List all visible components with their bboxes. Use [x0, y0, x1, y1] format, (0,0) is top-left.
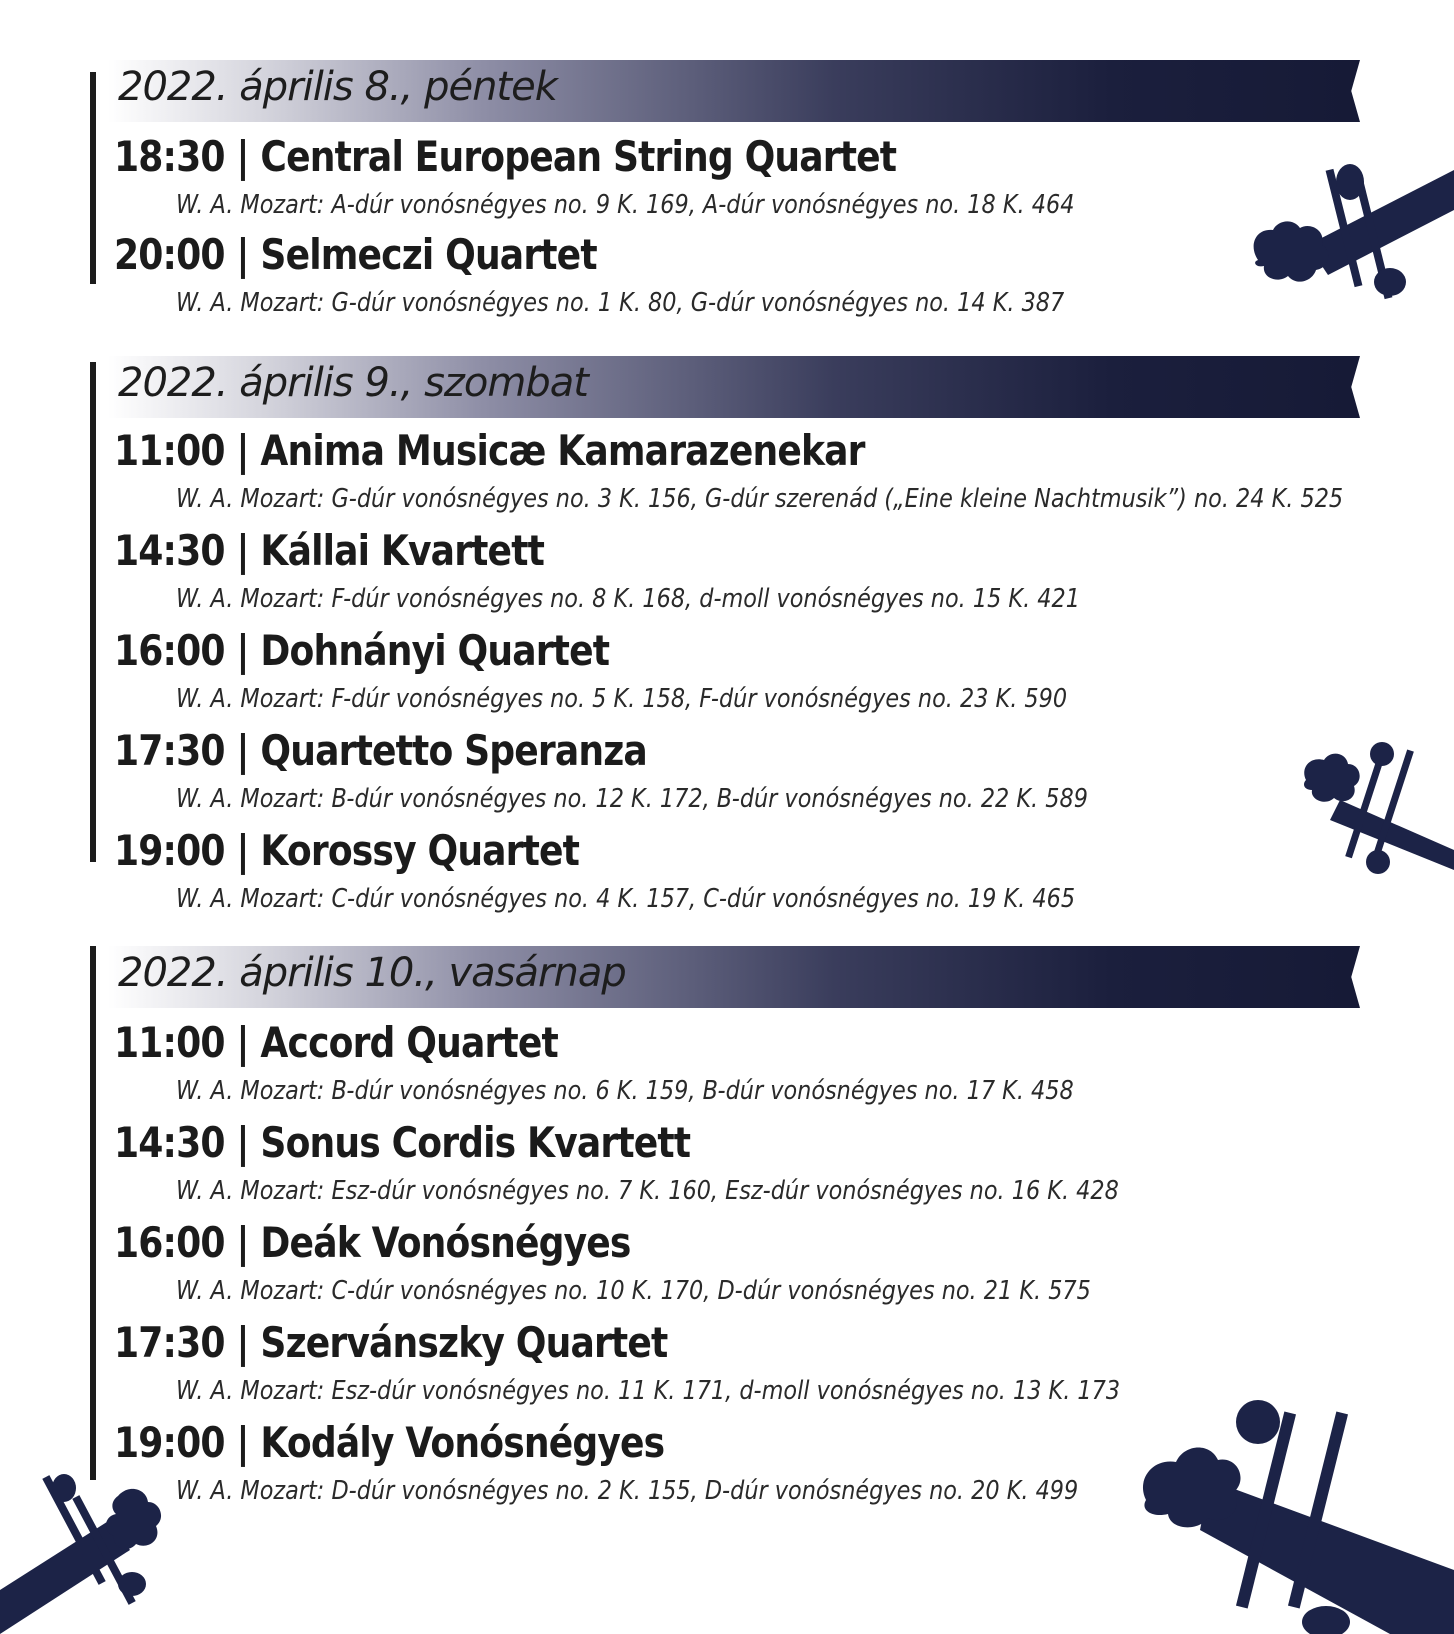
concert-program: W. A. Mozart: B-dúr vonósnégyes no. 12 K. 172, B-dúr vonósnégyes no. 22 K. 589: [176, 784, 1088, 814]
concert-title: 14:30 | Sonus Cordis Kvartett: [114, 1118, 691, 1167]
concert-title: 16:00 | Dohnányi Quartet: [114, 626, 610, 675]
concert-program: W. A. Mozart: F-dúr vonósnégyes no. 8 K. 168, d-moll vonósnégyes no. 15 K. 421: [176, 584, 1080, 614]
concert-program: W. A. Mozart: Esz-dúr vonósnégyes no. 11 K. 171, d-moll vonósnégyes no. 13 K. 173: [176, 1376, 1121, 1406]
concert-title: 17:30 | Quartetto Speranza: [114, 726, 647, 775]
concert-program: W. A. Mozart: G-dúr vonósnégyes no. 1 K. 80, G-dúr vonósnégyes no. 14 K. 387: [176, 288, 1065, 318]
day-timeline-bar: [90, 72, 96, 284]
concert-title: 14:30 | Kállai Kvartett: [114, 526, 545, 575]
concert-title: 16:00 | Deák Vonósnégyes: [114, 1218, 631, 1267]
concert-program: W. A. Mozart: C-dúr vonósnégyes no. 4 K. 157, C-dúr vonósnégyes no. 19 K. 465: [176, 884, 1076, 914]
concert-title: 20:00 | Selmeczi Quartet: [114, 230, 597, 279]
concert-title: 11:00 | Accord Quartet: [114, 1018, 558, 1067]
concert-program: W. A. Mozart: D-dúr vonósnégyes no. 2 K. 155, D-dúr vonósnégyes no. 20 K. 499: [176, 1476, 1079, 1506]
violin-scroll-icon: [1300, 740, 1454, 880]
concert-program: W. A. Mozart: F-dúr vonósnégyes no. 5 K. 158, F-dúr vonósnégyes no. 23 K. 590: [176, 684, 1068, 714]
day-date-heading: 2022. április 8., péntek: [118, 64, 557, 110]
violin-scroll-icon: [1140, 1400, 1454, 1634]
concert-title: 19:00 | Kodály Vonósnégyes: [114, 1418, 665, 1467]
concert-program: W. A. Mozart: A-dúr vonósnégyes no. 9 K. 169, A-dúr vonósnégyes no. 18 K. 464: [176, 190, 1075, 220]
concert-title: 19:00 | Korossy Quartet: [114, 826, 580, 875]
concert-title: 18:30 | Central European String Quartet: [114, 132, 897, 181]
concert-title: 17:30 | Szervánszky Quartet: [114, 1318, 668, 1367]
concert-program: W. A. Mozart: B-dúr vonósnégyes no. 6 K. 159, B-dúr vonósnégyes no. 17 K. 458: [176, 1076, 1074, 1106]
concert-program: W. A. Mozart: G-dúr vonósnégyes no. 3 K. 156, G-dúr szerenád („Eine kleine Nachtmusik”) no. 24 K. 525: [176, 484, 1344, 514]
violin-scroll-icon: [1248, 150, 1454, 320]
day-date-heading: 2022. április 9., szombat: [118, 360, 588, 406]
day-timeline-bar: [90, 362, 96, 862]
day-timeline-bar: [90, 946, 96, 1480]
concert-program: W. A. Mozart: Esz-dúr vonósnégyes no. 7 K. 160, Esz-dúr vonósnégyes no. 16 K. 428: [176, 1176, 1119, 1206]
day-date-heading: 2022. április 10., vasárnap: [118, 950, 626, 996]
violin-scroll-icon: [0, 1460, 180, 1634]
concert-program: W. A. Mozart: C-dúr vonósnégyes no. 10 K. 170, D-dúr vonósnégyes no. 21 K. 575: [176, 1276, 1091, 1306]
concert-title: 11:00 | Anima Musicæ Kamarazenekar: [114, 426, 865, 475]
